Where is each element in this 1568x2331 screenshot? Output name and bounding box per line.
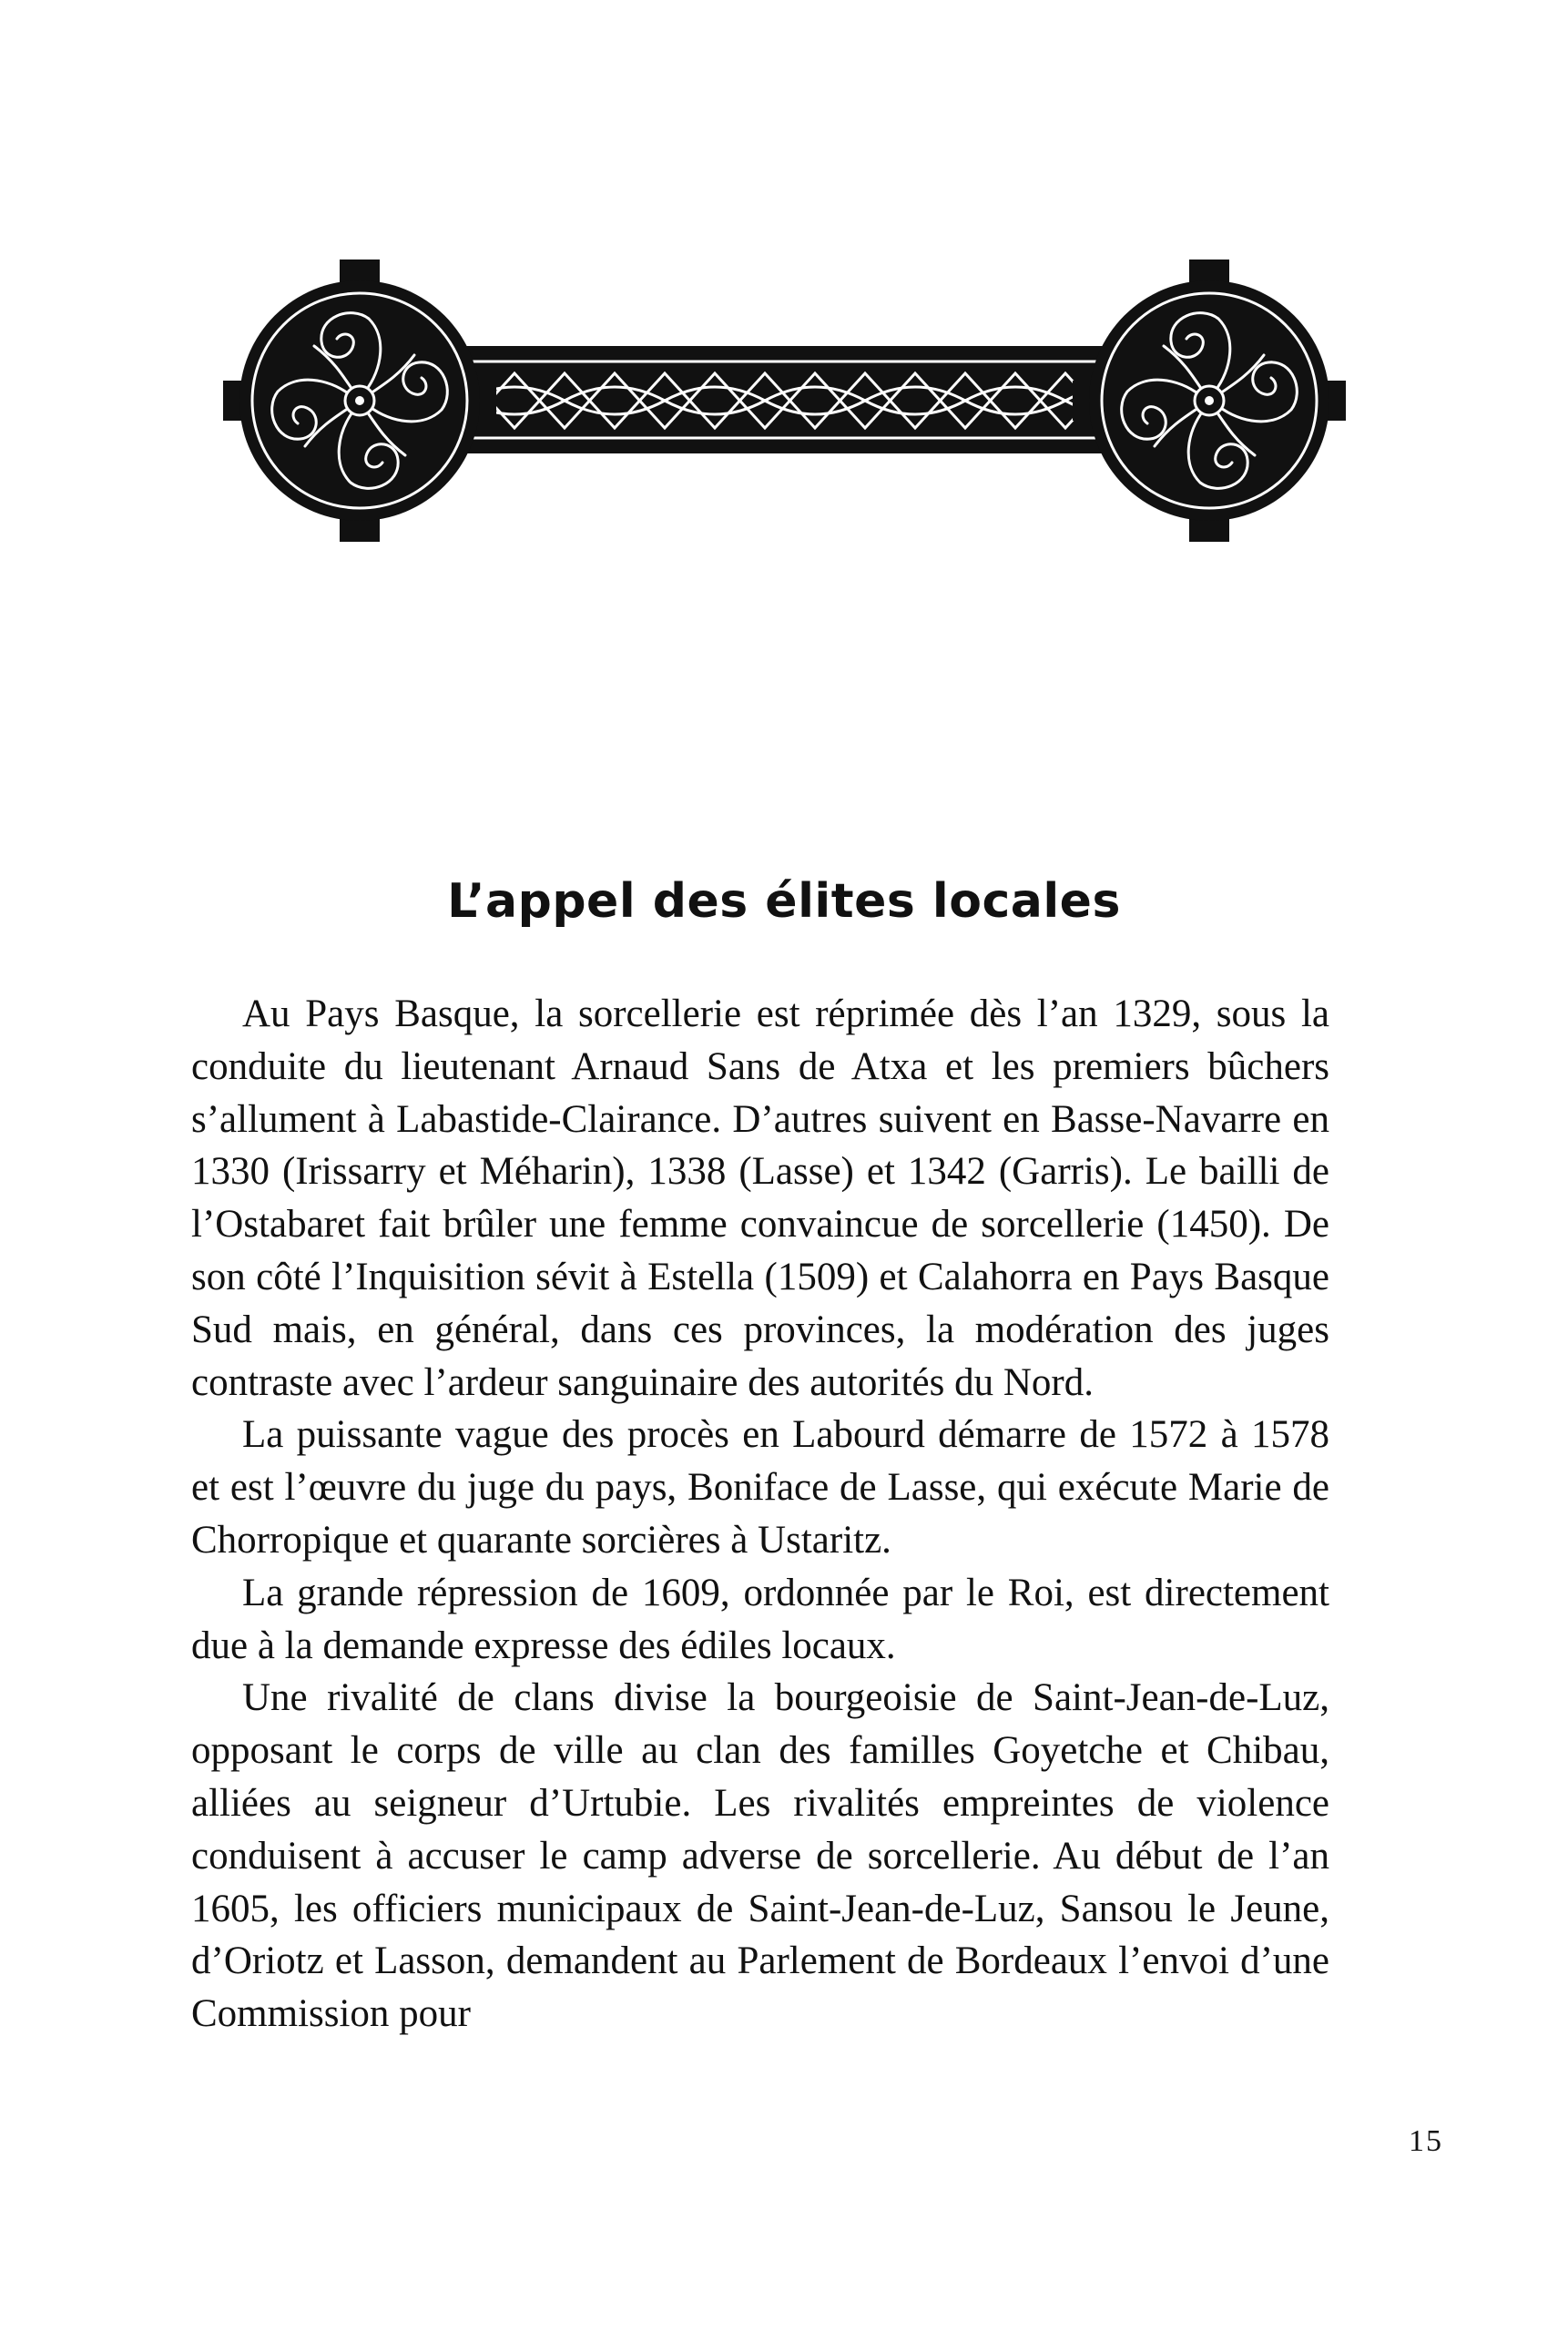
paragraph-4: Une rivalité de clans divise la bourgeoisie de Saint-Jean-de-Luz, opposant le corps de ville au clan des familles Goyetche et Chibau, alliées au seigneur d’Urtubie. Les rivalités empreintes de violence conduisent à accuser le camp adverse de sorcellerie. Au début de l’an 1605, les officiers municipaux de Saint-Jean-de-Luz, Sansou le Jeune, d’Oriotz et Lasson, demandent au Parlement de Bordeaux l’envoi d’une Commission pour [191, 1676, 1329, 2036]
paragraph-2: La puissante vague des procès en Labourd démarre de 1572 à 1578 et est l’œuvre du juge du pays, Boniface de Lasse, qui exécute Marie de Chorropique et quarante sorcières à Ustaritz. [191, 1413, 1329, 1562]
lauburu-disc-right [1073, 260, 1346, 542]
page-number: 15 [1409, 2124, 1443, 2158]
body-text [191, 988, 1329, 2041]
paragraph-3: La grande répression de 1609, ordonnée par le Roi, est directement due à la demande expresse des édiles locaux. [191, 1571, 1329, 1667]
paragraph-1: Au Pays Basque, la sorcellerie est réprimée dès l’an 1329, sous la conduite du lieutenant Arnaud Sans de Atxa et les premiers bûchers s’allument à Labastide-Clairance. D’autres suivent en Basse-Navarre en 1330 (Irissarry et Méharin), 1338 (Lasse) et 1342 (Garris). Le bailli de l’Ostabaret fait brûler une femme convaincue de sorcellerie (1450). De son côté l’Inquisition sévit à Estella (1509) et Calahorra en Pays Basque Sud mais, en général, dans ces provinces, la modération des juges contraste avec l’ardeur sanguinaire des autorités du Nord. [191, 992, 1329, 1404]
chapter-title: L’appel des élites locales [447, 874, 1121, 929]
lauburu-disc-left [223, 260, 496, 542]
lauburu-banner-ornament [219, 260, 1352, 560]
